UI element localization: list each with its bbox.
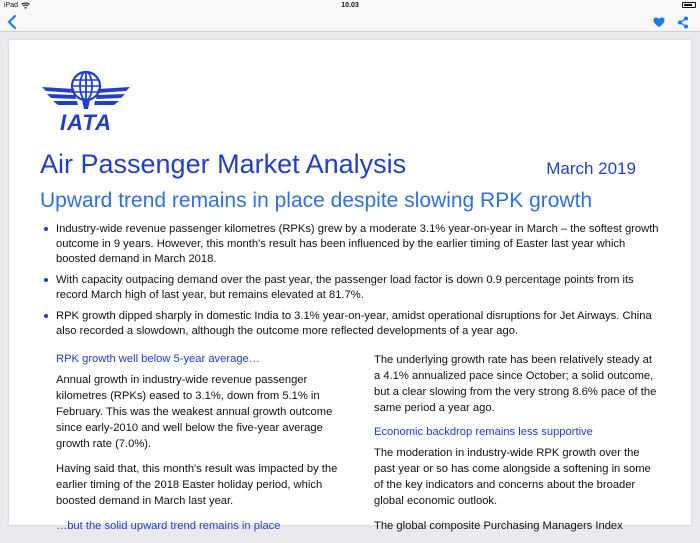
key-point: With capacity outpacing demand over the past year, the passenger load factor is down 0.9 percentage points from its record March high of last year, but remains elevated at 81.7%. [40, 273, 665, 303]
back-button[interactable] [4, 14, 20, 30]
key-point: Industry-wide revenue passenger kilometres (RPKs) grew by a moderate 3.1% year-on-year in March – the softest growth outcome in 9 years. However, this month's result has been influenced by the earlier timing of Easter last year which boosted demand in March 2018. [40, 222, 665, 267]
chevron-left-icon [7, 15, 17, 29]
body-paragraph: The global composite Purchasing Managers Index [374, 520, 623, 532]
heart-icon [653, 17, 665, 28]
body-paragraph: Annual growth in industry-wide revenue passenger kilometres (RPKs) eased to 3.1%, down from 5.1% in February. This was the weakest annual growth outcome since early-2010 and well below the five-year average growth rate (7.0%). [56, 374, 333, 450]
page-subtitle: Upward trend remains in place despite slowing RPK growth [40, 189, 593, 212]
section-heading: RPK growth well below 5-year average… [56, 353, 260, 365]
status-right [682, 2, 696, 8]
key-points-list [40, 222, 665, 345]
status-bar [0, 0, 700, 12]
iata-logo-icon [40, 67, 132, 133]
share-button[interactable] [675, 14, 691, 30]
section-heading: …but the solid upward trend remains in place [56, 520, 281, 532]
document-page [9, 40, 691, 532]
favorite-button[interactable] [651, 14, 667, 30]
key-point: RPK growth dipped sharply in domestic India to 3.1% year-on-year, amidst operational disruptions for Jet Airways. China also recorded a slowdown, although the outcome more reflected developments of a year ago. [40, 309, 665, 339]
nav-bar [0, 12, 700, 32]
right-column [374, 352, 659, 543]
body-paragraph: The underlying growth rate has been relatively steady at a 4.1% annualized pace since October; a solid outcome, but a clear slowing from the very strong 8.6% pace of the same period a year ago. [374, 354, 657, 414]
section-heading: Economic backdrop remains less supportive [374, 426, 593, 438]
battery-icon [682, 2, 696, 8]
page-title: Air Passenger Market Analysis [40, 149, 407, 179]
status-time: 10.03 [341, 2, 359, 9]
device-label: iPad [4, 2, 19, 9]
left-column [56, 352, 341, 539]
body-paragraph: The moderation in industry-wide RPK growth over the past year or so has come alongside a softening in some of the key indicators and concerns about the broader global economic outlook. [374, 447, 651, 507]
body-paragraph: Having said that, this month's result was impacted by the earlier timing of the 2018 Easter holiday period, which boosted demand in March last year. [56, 463, 338, 507]
share-icon [677, 16, 689, 29]
iata-logo [40, 67, 132, 133]
report-date: March 2019 [546, 159, 636, 178]
logo-text: IATA [59, 110, 113, 133]
